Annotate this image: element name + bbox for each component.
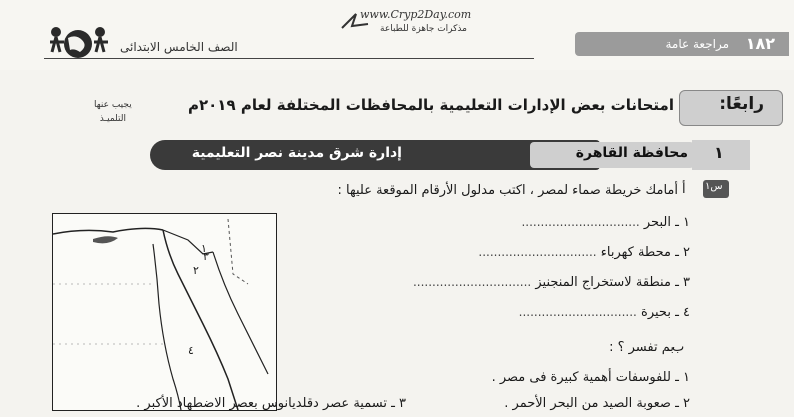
answer-dots: ............................... — [412, 275, 532, 289]
exam-number-box — [692, 140, 750, 170]
part-b-marker: ب — [672, 340, 685, 355]
egypt-map-icon — [53, 214, 276, 410]
list-item — [519, 305, 690, 320]
list-item — [478, 245, 690, 260]
administration-label: إدارة شرق مدينة نصر التعليمية — [191, 145, 402, 161]
map-label-2: ٢ — [193, 264, 199, 277]
header-divider — [44, 58, 534, 59]
section-badge — [679, 90, 783, 126]
student-note-line2: التلميـذ — [99, 114, 126, 124]
explain-item-3: ٣ ـ تسمية عصر دقلديانوس بعصر الاضطهاد الأكبر . — [136, 396, 406, 411]
page-number: ١٨٢ — [745, 34, 775, 53]
part-a-text: أمامك خريطة صماء لمصر ، اكتب مدلول الأرقام الموقعة عليها : — [337, 183, 678, 198]
answer-dots: ............................... — [521, 215, 640, 229]
section-label: رابعًا: — [719, 94, 764, 114]
exam-number: ١ — [714, 143, 724, 162]
item-text: ١ ـ البحر — [643, 215, 690, 230]
site-tagline: مذكرات جاهزة للطباعة — [380, 24, 467, 34]
student-note-line1: يجيب عنها — [94, 100, 132, 110]
explain-item-2: ٢ ـ صعوبة الصيد من البحر الأحمر . — [504, 396, 690, 411]
section-title: امتحانات بعض الإدارات التعليمية بالمحافظات المختلفة لعام ٢٠١٩م — [187, 96, 674, 114]
student-note — [94, 98, 132, 126]
item-text: ٤ ـ بحيرة — [641, 305, 690, 320]
page-number-tab — [575, 32, 789, 56]
explain-item-1: ١ ـ للفوسفات أهمية كبيرة فى مصر . — [491, 370, 690, 385]
question-badge — [703, 180, 729, 198]
list-item — [521, 215, 690, 230]
governorate-box — [530, 142, 694, 168]
globe-children-logo-icon — [38, 22, 118, 62]
item-text: ٢ ـ محطة كهرباء — [600, 245, 690, 260]
page-section-name: مراجعة عامة — [665, 37, 729, 51]
question-badge-text: س١ — [705, 181, 723, 192]
part-b-text: بم تفسر ؟ : — [609, 340, 674, 355]
map-label-1: ١ — [201, 242, 207, 255]
answer-dots: ............................... — [518, 305, 637, 319]
item-text: ٣ ـ منطقة لاستخراج المنجنيز — [535, 275, 690, 290]
part-a-marker: أ — [682, 182, 686, 197]
list-item — [413, 275, 690, 290]
governorate-label: محافظة القاهرة — [575, 145, 688, 161]
site-url: www.Cryp2Day.com — [360, 8, 472, 21]
egypt-blank-map — [52, 213, 277, 411]
grade-label: الصف الخامس الابتدائى — [120, 40, 238, 54]
exam-bar — [150, 140, 724, 170]
map-label-4: ٤ — [188, 344, 194, 357]
map-label-3: ٣ — [203, 250, 209, 263]
answer-dots: ............................... — [478, 245, 597, 259]
